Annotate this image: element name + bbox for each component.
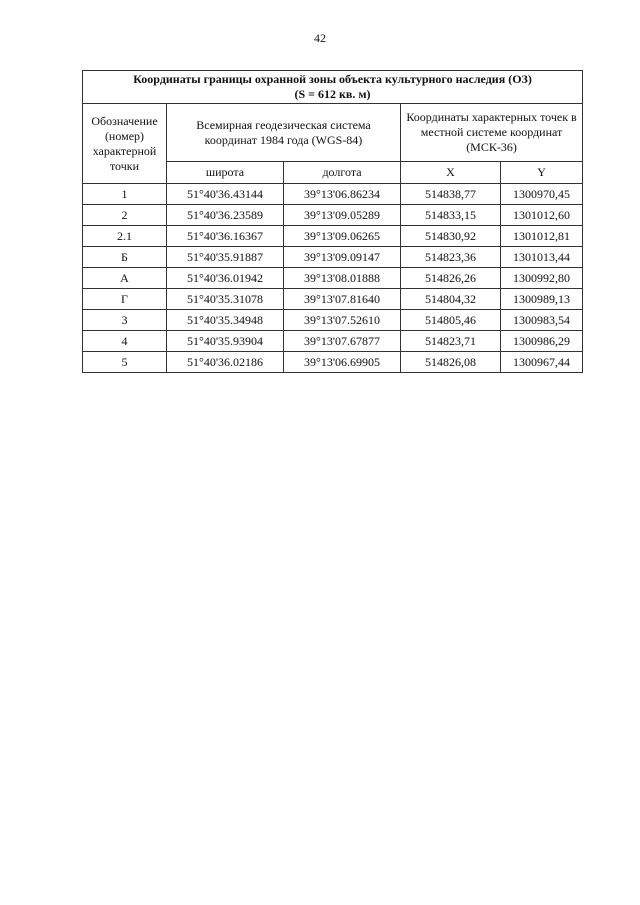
cell-y: 1300970,45 xyxy=(501,184,583,205)
cell-lon: 39°13'09.06265 xyxy=(284,226,401,247)
cell-lon: 39°13'07.52610 xyxy=(284,310,401,331)
cell-lat: 51°40'35.93904 xyxy=(167,331,284,352)
cell-x: 514826,26 xyxy=(401,268,501,289)
cell-point: 2.1 xyxy=(83,226,167,247)
header-point-designation: Обозначение (номер) характерной точки xyxy=(83,104,167,184)
cell-lon: 39°13'07.67877 xyxy=(284,331,401,352)
cell-y: 1300989,13 xyxy=(501,289,583,310)
cell-lon: 39°13'07.81640 xyxy=(284,289,401,310)
subheader-longitude: долгота xyxy=(284,162,401,184)
cell-point: 1 xyxy=(83,184,167,205)
header-wgs84: Всемирная геодезическая система координат 1984 года (WGS-84) xyxy=(167,104,401,162)
subheader-latitude: широта xyxy=(167,162,284,184)
cell-y: 1301013,44 xyxy=(501,247,583,268)
table-row xyxy=(83,310,583,331)
cell-x: 514838,77 xyxy=(401,184,501,205)
cell-point: 3 xyxy=(83,310,167,331)
cell-point: Б xyxy=(83,247,167,268)
cell-point: 5 xyxy=(83,352,167,373)
table-row xyxy=(83,268,583,289)
table-header-row xyxy=(83,104,583,162)
cell-y: 1301012,60 xyxy=(501,205,583,226)
cell-y: 1300967,44 xyxy=(501,352,583,373)
table-title-row xyxy=(83,71,583,104)
cell-lat: 51°40'36.23589 xyxy=(167,205,284,226)
cell-x: 514830,92 xyxy=(401,226,501,247)
cell-x: 514804,32 xyxy=(401,289,501,310)
table-row xyxy=(83,184,583,205)
cell-y: 1300992,80 xyxy=(501,268,583,289)
table-row xyxy=(83,205,583,226)
cell-lat: 51°40'36.01942 xyxy=(167,268,284,289)
cell-lat: 51°40'35.91887 xyxy=(167,247,284,268)
table-row xyxy=(83,247,583,268)
header-local-system: Координаты характерных точек в местной системе координат (МСК-36) xyxy=(401,104,583,162)
subheader-y: Y xyxy=(501,162,583,184)
cell-y: 1301012,81 xyxy=(501,226,583,247)
table-row xyxy=(83,352,583,373)
table-row xyxy=(83,331,583,352)
cell-lat: 51°40'36.16367 xyxy=(167,226,284,247)
cell-lon: 39°13'06.86234 xyxy=(284,184,401,205)
cell-lat: 51°40'35.34948 xyxy=(167,310,284,331)
cell-lon: 39°13'08.01888 xyxy=(284,268,401,289)
table-row xyxy=(83,289,583,310)
cell-point: 4 xyxy=(83,331,167,352)
page-number: 42 xyxy=(314,31,326,45)
table-title xyxy=(83,71,583,104)
cell-x: 514826,08 xyxy=(401,352,501,373)
cell-y: 1300986,29 xyxy=(501,331,583,352)
cell-lat: 51°40'36.43144 xyxy=(167,184,284,205)
cell-y: 1300983,54 xyxy=(501,310,583,331)
cell-point: А xyxy=(83,268,167,289)
cell-lon: 39°13'09.09147 xyxy=(284,247,401,268)
table-row xyxy=(83,226,583,247)
coordinates-table xyxy=(82,70,583,373)
subheader-x: X xyxy=(401,162,501,184)
cell-x: 514805,46 xyxy=(401,310,501,331)
cell-point: Г xyxy=(83,289,167,310)
table-title-area: (S = 612 кв. м) xyxy=(294,87,371,101)
cell-x: 514823,71 xyxy=(401,331,501,352)
table-title-line1: Координаты границы охранной зоны объекта культурного наследия (ОЗ) xyxy=(133,72,532,86)
cell-lon: 39°13'06.69905 xyxy=(284,352,401,373)
cell-x: 514833,15 xyxy=(401,205,501,226)
cell-lon: 39°13'09.05289 xyxy=(284,205,401,226)
cell-lat: 51°40'35.31078 xyxy=(167,289,284,310)
cell-x: 514823,36 xyxy=(401,247,501,268)
cell-lat: 51°40'36.02186 xyxy=(167,352,284,373)
cell-point: 2 xyxy=(83,205,167,226)
